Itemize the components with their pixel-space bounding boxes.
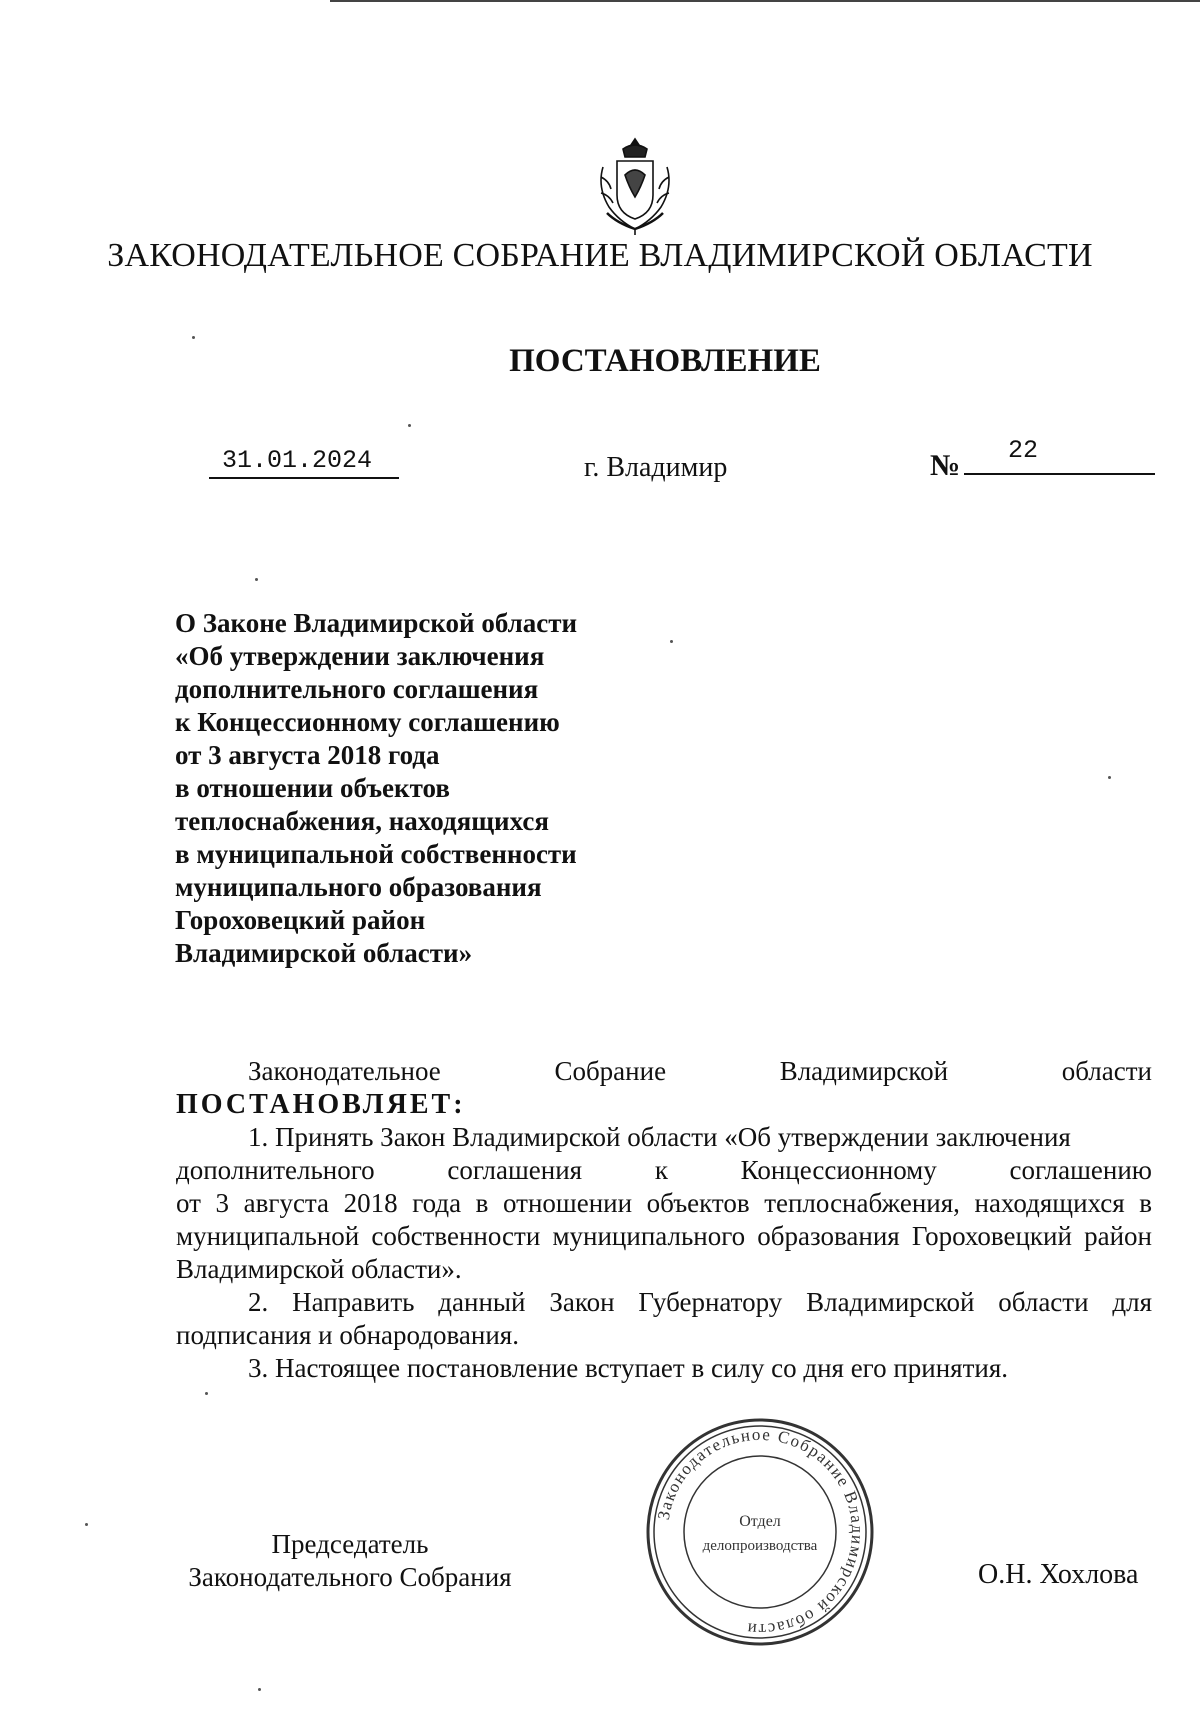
item-1-word: соглашения (447, 1155, 583, 1185)
title-line: О Законе Владимирской области (175, 608, 578, 638)
document-body (176, 1055, 1152, 1385)
document-title (175, 607, 735, 970)
item-3: 3. Настоящее постановление вступает в силу со дня его принятия. (248, 1353, 1009, 1383)
stamp-inner-line: Отдел (739, 1513, 781, 1530)
title-line: Гороховецкий район (175, 905, 426, 935)
scan-speck (192, 336, 195, 339)
scan-speck (408, 424, 411, 427)
title-line: муниципального образования (175, 872, 542, 902)
preamble-word: Владимирской (779, 1056, 949, 1086)
scan-speck (255, 578, 258, 581)
number-sign: № (930, 449, 961, 482)
item-1-line-2 (176, 1154, 1152, 1187)
item-1-line-1: 1. Принять Закон Владимирской области «Об утверждении заключения (248, 1122, 1071, 1152)
resolve-heading: ПОСТАНОВЛЯЕТ: (176, 1089, 466, 1120)
title-line: к Концессионному соглашению (175, 707, 560, 737)
scan-speck (205, 1392, 208, 1395)
stamp-outer-text: Законодательное Собрание Владимирской области (653, 1424, 868, 1640)
item-1-word: соглашению (1009, 1155, 1152, 1185)
title-line: дополнительного соглашения (175, 674, 539, 704)
scan-speck (670, 640, 673, 643)
document-type: ПОСТАНОВЛЕНИЕ (509, 343, 821, 379)
document-city: г. Владимир (584, 452, 728, 483)
item-1-rest: от 3 августа 2018 года в отношении объектов теплоснабжения, находящихся в муниципальной собственности муниципального образования Гороховецкий район Владимирской области». (176, 1188, 1152, 1284)
item-1-word: Концессионному (740, 1155, 937, 1185)
preamble-word: Законодательное (248, 1056, 441, 1086)
signer-title-line: Законодательного Собрания (188, 1562, 512, 1592)
title-line: «Об утверждении заключения (175, 641, 545, 671)
document-number: 22 (1008, 436, 1039, 465)
stamp-inner-line: делопроизводства (702, 1538, 818, 1554)
scan-speck (1108, 776, 1111, 779)
number-underline (964, 473, 1155, 475)
title-line: Владимирской области» (175, 938, 473, 968)
organization-name: ЗАКОНОДАТЕЛЬНОЕ СОБРАНИЕ ВЛАДИМИРСКОЙ ОБЛАСТИ (107, 237, 1093, 274)
scan-edge-line (330, 0, 1200, 2)
preamble-line (176, 1055, 1152, 1088)
preamble-word: области (1061, 1056, 1152, 1086)
item-1-word: к (654, 1155, 668, 1185)
document-date-value: 31.01.2024 (222, 446, 373, 475)
title-line: от 3 августа 2018 года (175, 740, 440, 770)
document-date (209, 446, 399, 479)
official-stamp (640, 1412, 880, 1652)
title-line: в муниципальной собственности (175, 839, 577, 869)
title-line: в отношении объектов (175, 773, 450, 803)
coat-of-arms-icon (595, 137, 675, 237)
preamble-word: Собрание (554, 1056, 667, 1086)
signer-title (160, 1528, 540, 1594)
item-2: 2. Направить данный Закон Губернатору Владимирской области для подписания и обнародования. (176, 1287, 1152, 1350)
item-1-word: дополнительного (176, 1155, 375, 1185)
title-line: теплоснабжения, находящихся (175, 806, 549, 836)
signer-name: О.Н. Хохлова (978, 1559, 1139, 1590)
scan-speck (258, 1688, 261, 1691)
signer-title-line: Председатель (271, 1529, 429, 1559)
scan-speck (85, 1523, 88, 1526)
